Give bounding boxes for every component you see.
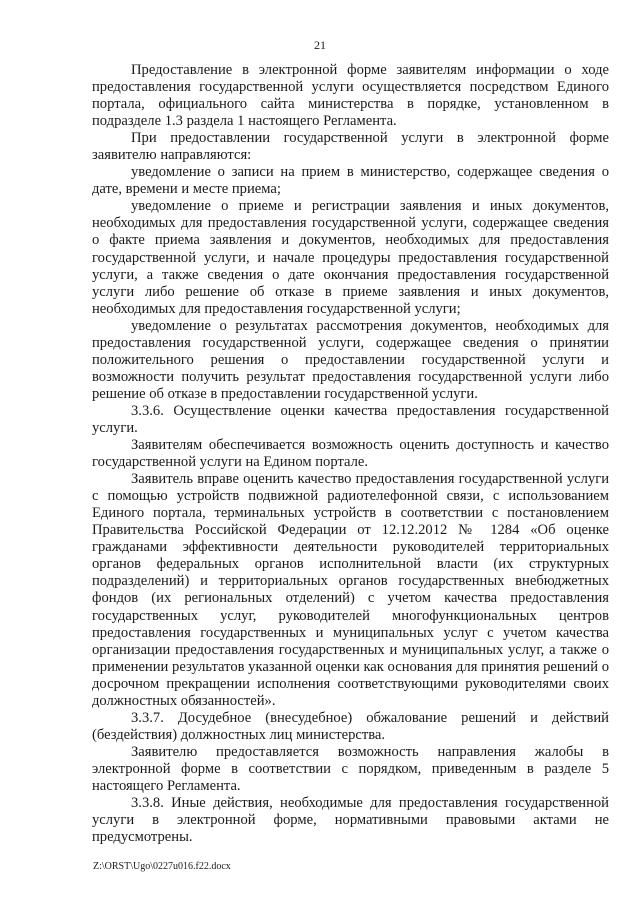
- paragraph-section-3-3-7: 3.3.7. Досудебное (внесудебное) обжалование решений и действий (бездействия) должностных лиц министерства.: [92, 709, 609, 743]
- document-body: [92, 62, 609, 846]
- page-number: 21: [314, 38, 326, 52]
- paragraph-info-provision: Предоставление в электронной форме заявителям информации о ходе предоставления государственной услуги осуществляется посредством Единого портала, официального сайта министерства в порядке, установленном в подразделе 1.3 раздела 1 настоящего Регламента.: [92, 62, 609, 130]
- paragraph-registration-notice: уведомление о приеме и регистрации заявления и иных документов, необходимых для предоставления государственной услуги, содержащее сведения о факте приема заявления и документов, необходимых для предоставления государственной услуги, и начале процедуры предоставления государственной услуги, а также сведения о дате окончания предоставления государственной услуги либо решение об отказе в приеме заявления и иных документов, необходимых для предоставления государственной услуги;: [92, 198, 609, 317]
- paragraph-section-3-3-8: 3.3.8. Иные действия, необходимые для предоставления государственной услуги в электронной форме, нормативными правовыми актами не предусмотрены.: [92, 795, 609, 846]
- paragraph-notifications-intro: При предоставлении государственной услуги в электронной форме заявителю направляются:: [92, 130, 609, 164]
- paragraph-appointment-notice: уведомление о записи на прием в министерство, содержащее сведения о дате, времени и месте приема;: [92, 164, 609, 198]
- paragraph-quality-evaluation: Заявителям обеспечивается возможность оценить доступность и качество государственной услуги на Едином портале.: [92, 437, 609, 471]
- paragraph-evaluation-methods: Заявитель вправе оценить качество предоставления государственной услуги с помощью устройств подвижной радиотелефонной связи, с использованием Единого портала, терминальных устройств в соответствии с постановлением Правительства Российской Федерации от 12.12.2012 № 1284 «Об оценке гражданами эффективности деятельности руководителей территориальных органов федеральных органов исполнительной власти (их структурных подразделений) и территориальных органов государственных внебюджетных фондов (их региональных отделений) с учетом качества предоставления государственных услуг, руководителей многофункциональных центров предоставления государственных и муниципальных услуг с учетом качества организации предоставления государственных и муниципальных услуг, а также о применении результатов указанной оценки как основания для принятия решений о досрочном прекращении исполнения соответствующими руководителями своих должностных обязанностей».: [92, 471, 609, 709]
- paragraph-section-3-3-6: 3.3.6. Осуществление оценки качества предоставления государственной услуги.: [92, 402, 609, 436]
- paragraph-complaint: Заявителю предоставляется возможность направления жалобы в электронной форме в соответствии с порядком, приведенным в разделе 5 настоящего Регламента.: [92, 743, 609, 794]
- file-path-footer: Z:\ORST\Ugo\0227u016.f22.docx: [93, 861, 231, 872]
- paragraph-results-notice: уведомление о результатах рассмотрения документов, необходимых для предоставления государственной услуги, содержащее сведения о принятии положительного решения о предоставлении государственной услуги и возможности получить результат предоставления государственной услуги либо решение об отказе в предоставлении государственной услуги.: [92, 317, 609, 402]
